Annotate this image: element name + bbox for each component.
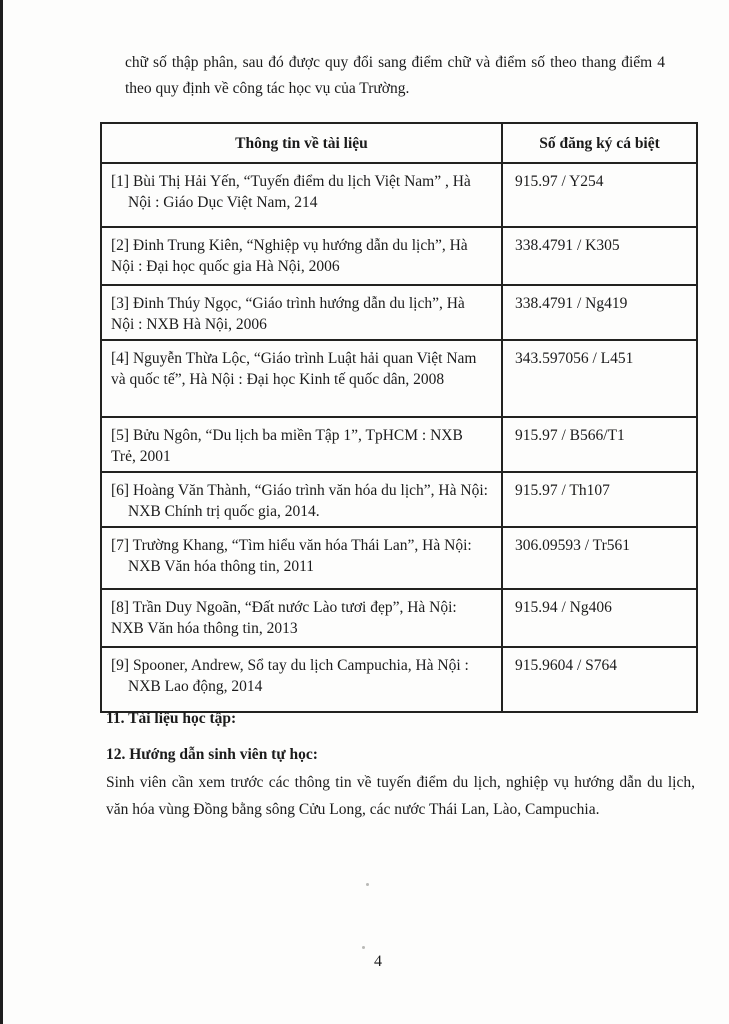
reference-text: [2] Đinh Trung Kiên, “Nghiệp vụ hướng dẫn du lịch”, Hà Nội : Đại học quốc gia Hà Nội, 2006 (111, 237, 468, 275)
table-row (101, 647, 697, 712)
reference-text: [7] Trường Khang, “Tìm hiểu văn hóa Thái Lan”, Hà Nội: NXB Văn hóa thông tin, 2011 (111, 537, 472, 575)
page-number: 4 (374, 953, 382, 970)
registration-code: 338.4791 / K305 (502, 227, 697, 285)
reference-text: [3] Đinh Thúy Ngọc, “Giáo trình hướng dẫn du lịch”, Hà Nội : NXB Hà Nội, 2006 (111, 295, 465, 333)
reference-text: [5] Bửu Ngôn, “Du lịch ba miền Tập 1”, TpHCM : NXB Trẻ, 2001 (111, 427, 463, 465)
section-12-paragraph: Sinh viên cần xem trước các thông tin về tuyến điểm du lịch, nghiệp vụ hướng dẫn du lịch, văn hóa vùng Đồng bằng sông Cửu Long, các nước Thái Lan, Lào, Campuchia. (106, 774, 695, 818)
table-row (101, 285, 697, 340)
section-11-heading: 11. Tài liệu học tập: (106, 710, 237, 727)
column-header-code: Số đăng ký cá biệt (502, 123, 697, 163)
reference-text: [8] Trần Duy Ngoãn, “Đất nước Lào tươi đẹp”, Hà Nội: NXB Văn hóa thông tin, 2013 (111, 599, 457, 637)
table-header-row (101, 123, 697, 163)
intro-paragraph: chữ số thập phân, sau đó được quy đổi sang điểm chữ và điểm số theo thang điểm 4 theo quy định về công tác học vụ của Trường. (125, 54, 665, 97)
registration-code: 915.94 / Ng406 (502, 589, 697, 647)
references-table (100, 122, 698, 713)
table-row (101, 417, 697, 472)
scan-speck (362, 946, 365, 949)
reference-text: [4] Nguyễn Thừa Lộc, “Giáo trình Luật hải quan Việt Nam và quốc tế”, Hà Nội : Đại học Kinh tế quốc dân, 2008 (111, 350, 477, 388)
table-row (101, 163, 697, 227)
registration-code: 915.97 / Y254 (502, 163, 697, 227)
table-row (101, 472, 697, 527)
scan-speck (366, 883, 369, 886)
registration-code: 343.597056 / L451 (502, 340, 697, 417)
registration-code: 915.9604 / S764 (502, 647, 697, 712)
scan-edge-artifact (0, 0, 3, 1024)
column-header-info: Thông tin về tài liệu (101, 123, 502, 163)
section-12-heading: 12. Hướng dẫn sinh viên tự học: (106, 746, 318, 763)
table-row (101, 527, 697, 589)
table-row (101, 589, 697, 647)
table-row (101, 227, 697, 285)
registration-code: 306.09593 / Tr561 (502, 527, 697, 589)
reference-text: [6] Hoàng Văn Thành, “Giáo trình văn hóa du lịch”, Hà Nội: NXB Chính trị quốc gia, 2014. (111, 482, 488, 520)
reference-text: [9] Spooner, Andrew, Sổ tay du lịch Campuchia, Hà Nội : NXB Lao động, 2014 (111, 657, 469, 695)
registration-code: 338.4791 / Ng419 (502, 285, 697, 340)
registration-code: 915.97 / B566/T1 (502, 417, 697, 472)
reference-text: [1] Bùi Thị Hải Yến, “Tuyến điểm du lịch Việt Nam” , Hà Nội : Giáo Dục Việt Nam, 214 (111, 173, 471, 211)
registration-code: 915.97 / Th107 (502, 472, 697, 527)
table-row (101, 340, 697, 417)
